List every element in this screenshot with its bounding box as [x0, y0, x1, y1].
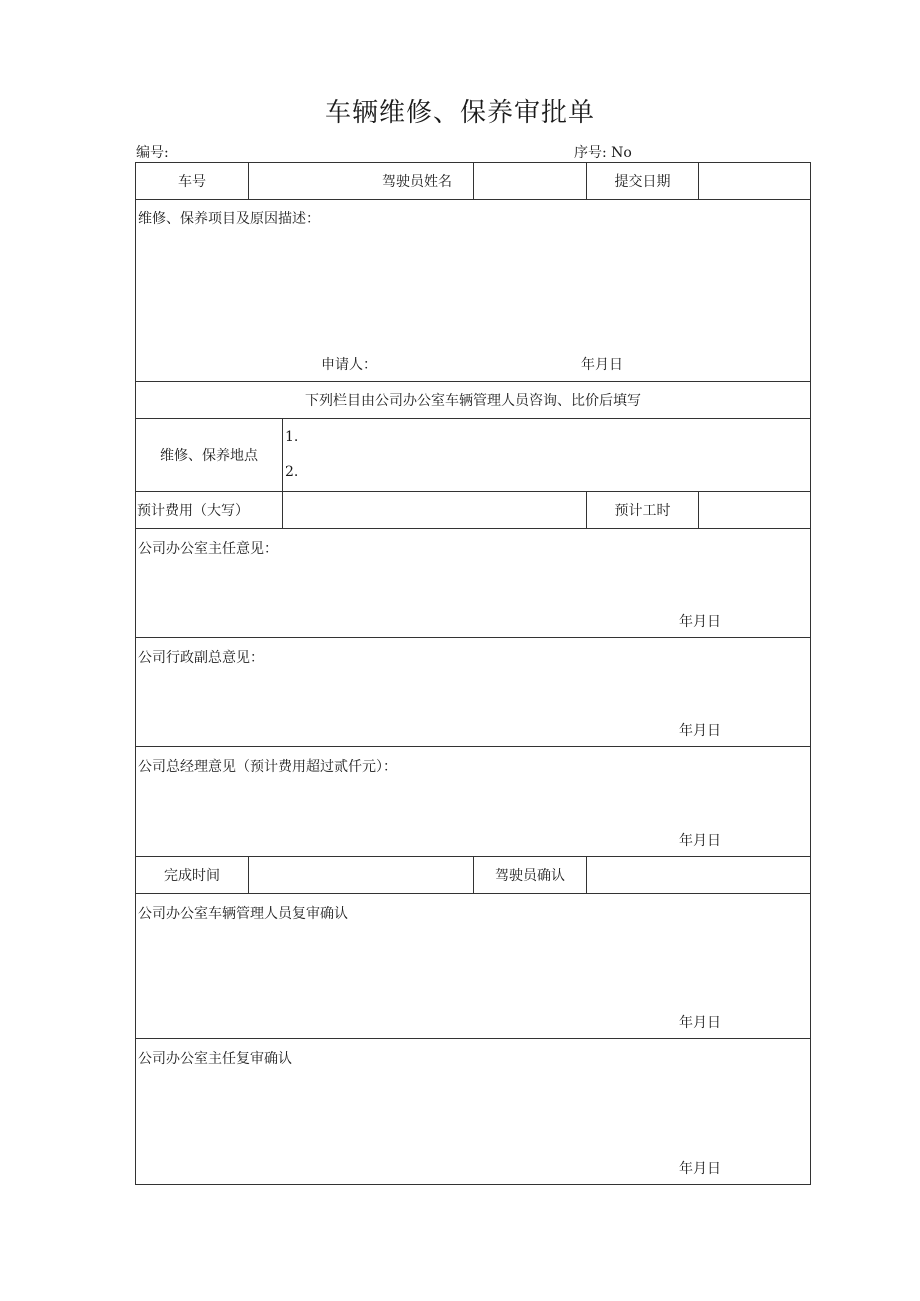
submit-date-field[interactable]	[698, 163, 810, 199]
location-field[interactable]	[282, 419, 810, 491]
serial-number-label: 编号:	[136, 145, 169, 161]
driver-name-label: 驾驶员姓名	[382, 174, 452, 190]
office-director-opinion-label: 公司办公室主任意见：	[138, 541, 278, 557]
estimated-cost-field[interactable]	[282, 492, 586, 528]
plate-number-field[interactable]	[248, 163, 473, 199]
office-director-review-date-label: 年月日	[679, 1161, 721, 1177]
office-director-opinion-section[interactable]	[136, 529, 810, 638]
admin-deputy-opinion-label: 公司行政副总意见：	[138, 650, 264, 666]
driver-confirm-label: 驾驶员确认	[473, 857, 586, 893]
description-date-label: 年月日	[581, 357, 623, 373]
office-director-date-label: 年月日	[679, 614, 721, 630]
estimated-cost-label: 预计费用（大写）	[137, 503, 249, 519]
submit-date-label: 提交日期	[586, 163, 698, 199]
cost-row	[136, 492, 810, 529]
driver-name-field[interactable]	[473, 163, 586, 199]
location-line-2: 2.	[285, 464, 299, 480]
estimated-hours-label: 预计工时	[586, 492, 698, 528]
header-row	[136, 163, 810, 200]
completion-time-label: 完成时间	[164, 868, 220, 884]
description-label: 维修、保养项目及原因描述：	[138, 211, 320, 227]
office-director-review-section[interactable]	[136, 1039, 810, 1184]
vehicle-manager-review-section[interactable]	[136, 894, 810, 1039]
admin-deputy-date-label: 年月日	[679, 723, 721, 739]
driver-confirm-field[interactable]	[586, 857, 810, 893]
completion-time-field[interactable]	[248, 857, 473, 893]
note-row	[136, 382, 810, 419]
location-line-1: 1.	[285, 429, 299, 445]
completion-row	[136, 857, 810, 894]
general-manager-opinion-label: 公司总经理意见（预计费用超过贰仟元）：	[138, 759, 397, 775]
applicant-label: 申请人：	[321, 357, 377, 373]
vehicle-manager-review-date-label: 年月日	[679, 1015, 721, 1031]
form-title: 车辆维修、保养审批单	[324, 98, 595, 128]
location-row	[136, 419, 810, 492]
admin-deputy-opinion-section[interactable]	[136, 638, 810, 747]
vehicle-manager-review-label: 公司办公室车辆管理人员复审确认	[138, 906, 348, 922]
plate-number-label: 车号	[178, 174, 206, 190]
sequence-number-label: 序号: No	[574, 145, 632, 161]
description-section[interactable]	[136, 200, 810, 382]
estimated-hours-field[interactable]	[698, 492, 810, 528]
location-label: 维修、保养地点	[160, 448, 258, 464]
general-manager-date-label: 年月日	[679, 833, 721, 849]
general-manager-opinion-section[interactable]	[136, 747, 810, 857]
approval-form-table	[135, 162, 811, 1185]
note-text: 下列栏目由公司办公室车辆管理人员咨询、比价后填写	[305, 393, 641, 409]
office-director-review-label: 公司办公室主任复审确认	[138, 1051, 292, 1067]
